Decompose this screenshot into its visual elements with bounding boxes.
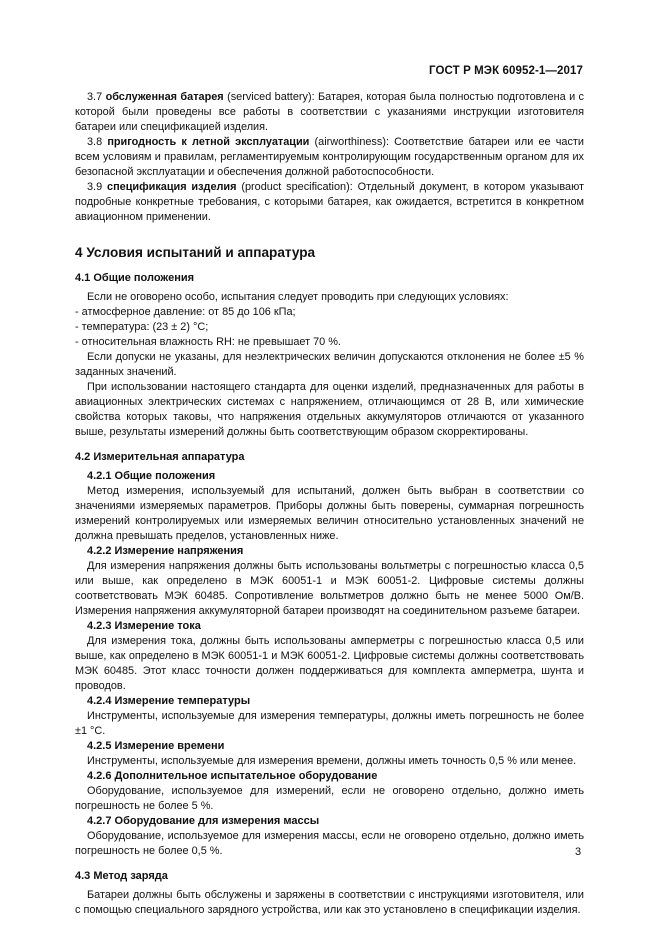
term-number: 3.7 — [87, 91, 103, 103]
conditions-list — [75, 305, 584, 350]
list-item: - атмосферное давление: от 85 до 106 кПа; — [75, 305, 584, 320]
section-4-2-title: 4.2 Измерительная аппаратура — [75, 451, 245, 463]
document-header: ГОСТ Р МЭК 60952-1—2017 — [429, 65, 583, 77]
section-4-2-6-text: Оборудование, используемое для измерений, если не оговорено отдельно, должно иметь погрешность не более 5 %. — [75, 785, 584, 812]
section-4-2-2-text: Для измерения напряжения должны быть использованы вольтметры с погрешностью класса 0,5 или выше, как определено в МЭК 60051-1 и МЭК 60051-2. Цифровые системы должны соответствовать МЭК 60485. Сопротивление вольтметров должно быть не менее 5000 Ом/В. Измерения напряжения аккумуляторной батареи производят на соединительном разъеме батареи. — [75, 560, 584, 617]
term-name: спецификация изделия — [107, 181, 237, 193]
page-number: 3 — [575, 846, 582, 858]
section-4-2-7-title: 4.2.7 Оборудование для измерения массы — [87, 815, 320, 827]
section-4-2-5-text: Инструменты, используемые для измерения времени, должны иметь точность 0,5 % или менее. — [87, 755, 577, 767]
list-item: - относительная влажность RH: не превышает 70 %. — [75, 335, 584, 350]
term-3-9 — [75, 180, 584, 225]
section-4-2-6-title: 4.2.6 Дополнительное испытательное оборудование — [87, 770, 378, 782]
section-4-1-para-1: Если допуски не указаны, для неэлектрических величин допускаются отклонения не более ±5 % заданных значений. — [75, 351, 584, 378]
section-4-1-para-2: При использовании настоящего стандарта для оценки изделий, предназначенных для работы в авиационных электрических системах с напряжением, отличающимся от 28 В, или химические свойства которых таковы, что напряжения отдельных аккумуляторов отличаются от указанного выше, результаты измерений должны быть соответствующим образом скорректированы. — [75, 381, 584, 438]
section-4-2-3-text: Для измерения тока, должны быть использованы амперметры с погрешностью класса 0,5 или выше, как определено в МЭК 60051-1 и МЭК 60051-2. Цифровые системы должны соответствовать МЭК 60485. Этот класс точности должен поддерживаться для комплекта амперметра, шунта и проводов. — [75, 635, 584, 692]
term-definition: (serviced battery): Батарея, которая была полностью подготовлена и с которой были проведены все работы в соответствии с указаниями инструкции изготовителя батареи или спецификацией изделия. — [75, 91, 584, 133]
term-definition: (product specification): Отдельный документ, в котором указывают подробные конкретные требования, с которыми батарея, как ожидается, встретится в конкретном авиационном применении. — [75, 181, 584, 223]
term-3-8 — [75, 135, 584, 180]
term-number: 3.8 — [87, 136, 103, 148]
page-content — [75, 90, 584, 918]
section-4-3-text: Батареи должны быть обслужены и заряжены в соответствии с инструкциями изготовителя, или с помощью специального зарядного устройства, или как это установлено в спецификации изделия. — [75, 889, 584, 916]
term-number: 3.9 — [87, 181, 103, 193]
section-4-2-4-title: 4.2.4 Измерение температуры — [87, 695, 251, 707]
section-4-2-2-title: 4.2.2 Измерение напряжения — [87, 545, 244, 557]
list-item: - температура: (23 ± 2) °С; — [75, 320, 584, 335]
section-4-2-1-text: Метод измерения, используемый для испытаний, должен быть выбран в соответствии со значениями измеряемых параметров. Приборы должны быть поверены, суммарная погрешность измерений контролируемых или измеряемых величин относительно установленных значений не должна превышать пределов, установленных ниже. — [75, 485, 584, 542]
section-4-2-1-title: 4.2.1 Общие положения — [87, 470, 216, 482]
section-4-3-title: 4.3 Метод заряда — [75, 870, 168, 882]
section-4-2-3-title: 4.2.3 Измерение тока — [87, 620, 201, 632]
term-definition: (airworthiness): Соответствие батареи или ее части всем условиям и правилам, регламентируемым контролирующим государственным органом для их безопасной эксплуатации и обеспечения должной работоспособности. — [75, 136, 584, 178]
section-4-2-5-title: 4.2.5 Измерение времени — [87, 740, 225, 752]
section-4-title: 4 Условия испытаний и аппаратура — [75, 245, 316, 260]
section-4-1-title: 4.1 Общие положения — [75, 272, 195, 284]
section-4-1-intro: Если не оговорено особо, испытания следует проводить при следующих условиях: — [87, 291, 509, 303]
section-4-2-4-text: Инструменты, используемые для измерения температуры, должны иметь погрешность не более ±1 °С. — [75, 710, 584, 737]
term-name: обслуженная батарея — [105, 91, 224, 103]
term-3-7 — [75, 90, 584, 135]
term-name: пригодность к летной эксплуатации — [107, 136, 310, 148]
section-4-2-7-text: Оборудование, используемое для измерения массы, если не оговорено отдельно, должно иметь погрешность не более 0,5 %. — [75, 830, 584, 857]
